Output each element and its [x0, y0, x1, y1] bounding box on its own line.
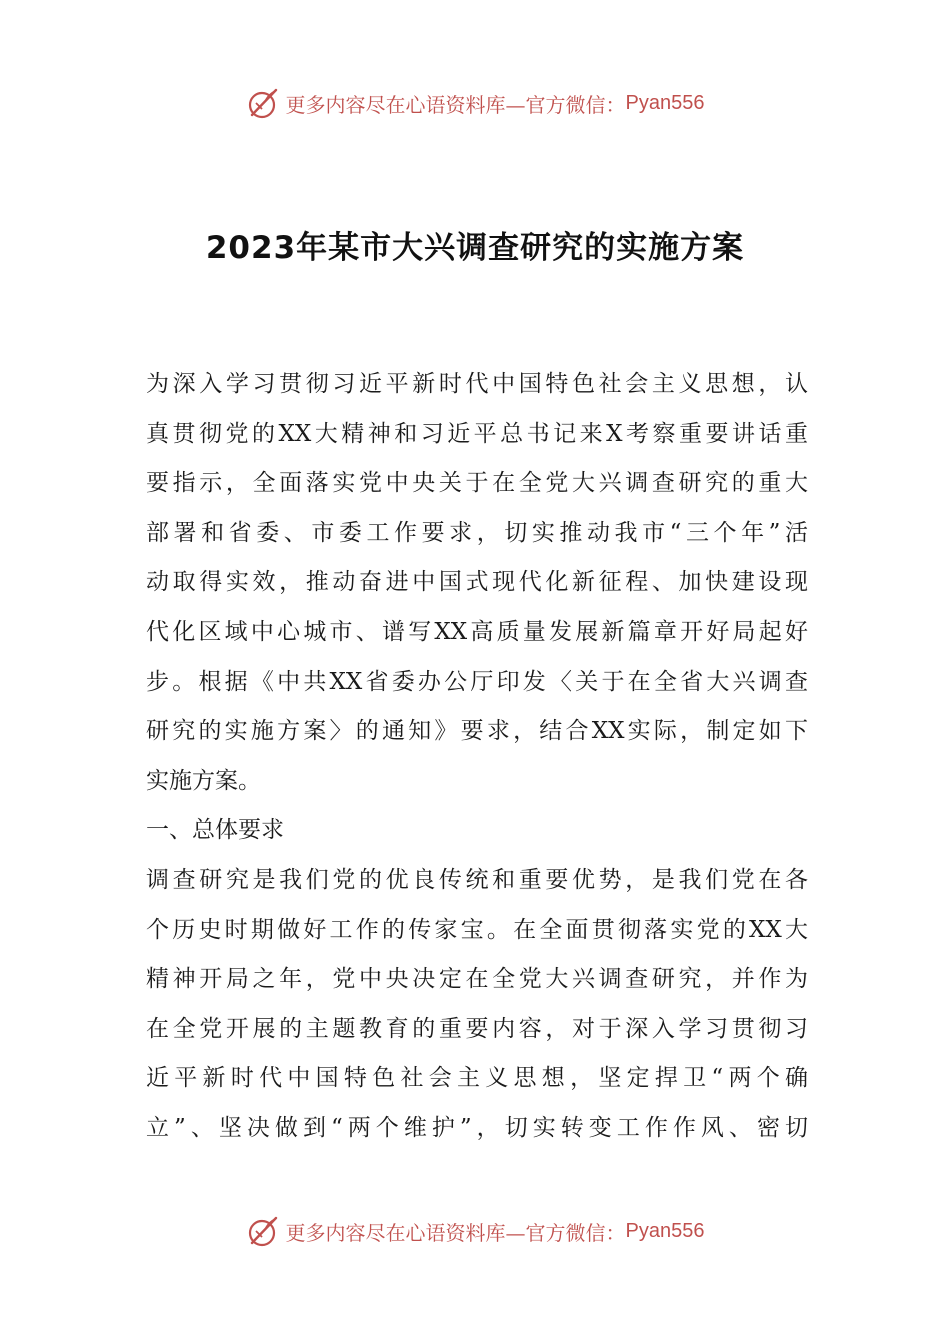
header-watermark [0, 83, 950, 123]
watermark-wechat-id: Pyan556 [625, 1219, 705, 1242]
body-line: 近平新时代中国特色社会主义思想，坚定捍卫“两个确 [146, 1065, 808, 1092]
body-line: 动取得实效，推动奋进中国式现代化新征程、加快建设现 [146, 569, 808, 596]
body-line: 真贯彻党的XX大精神和习近平总书记来X考察重要讲话重 [146, 420, 808, 447]
quill-logo-icon [246, 85, 282, 121]
body-line: 立”、坚决做到“两个维护”，切实转变工作作风、密切 [146, 1114, 808, 1141]
body-line: 代化区域中心城市、谱写XX高质量发展新篇章开好局起好 [146, 618, 808, 645]
body-line: 精神开局之年，党中央决定在全党大兴调查研究，并作为 [146, 966, 808, 993]
body-line: 研究的实施方案〉的通知》要求，结合XX实际，制定如下 [146, 718, 808, 745]
body-line: 调查研究是我们党的优良传统和重要优势，是我们党在各 [146, 866, 808, 893]
body-line: 为深入学习贯彻习近平新时代中国特色社会主义思想，认 [146, 371, 808, 397]
watermark-text: 更多内容尽在心语资料库—官方微信： [285, 1220, 626, 1245]
quill-logo-icon [246, 1213, 282, 1249]
footer-watermark [0, 1211, 950, 1251]
document-body [146, 360, 808, 1154]
body-line: 步。根据《中共XX省委办公厅印发〈关于在全省大兴调查 [146, 668, 808, 695]
document-title: 2023年某市大兴调查研究的实施方案 [205, 230, 745, 266]
section-heading: 一、总体要求 [146, 817, 284, 844]
watermark-text: 更多内容尽在心语资料库—官方微信： [285, 92, 626, 117]
body-line: 要指示，全面落实党中央关于在全党大兴调查研究的重大 [146, 470, 808, 497]
body-line: 个历史时期做好工作的传家宝。在全面贯彻落实党的XX大 [146, 916, 808, 943]
body-line: 实施方案。 [146, 767, 261, 794]
body-line: 在全党开展的主题教育的重要内容，对于深入学习贯彻习 [146, 1015, 808, 1042]
watermark-wechat-id: Pyan556 [625, 91, 705, 114]
body-line: 部署和省委、市委工作要求，切实推动我市“三个年”活 [146, 519, 808, 546]
